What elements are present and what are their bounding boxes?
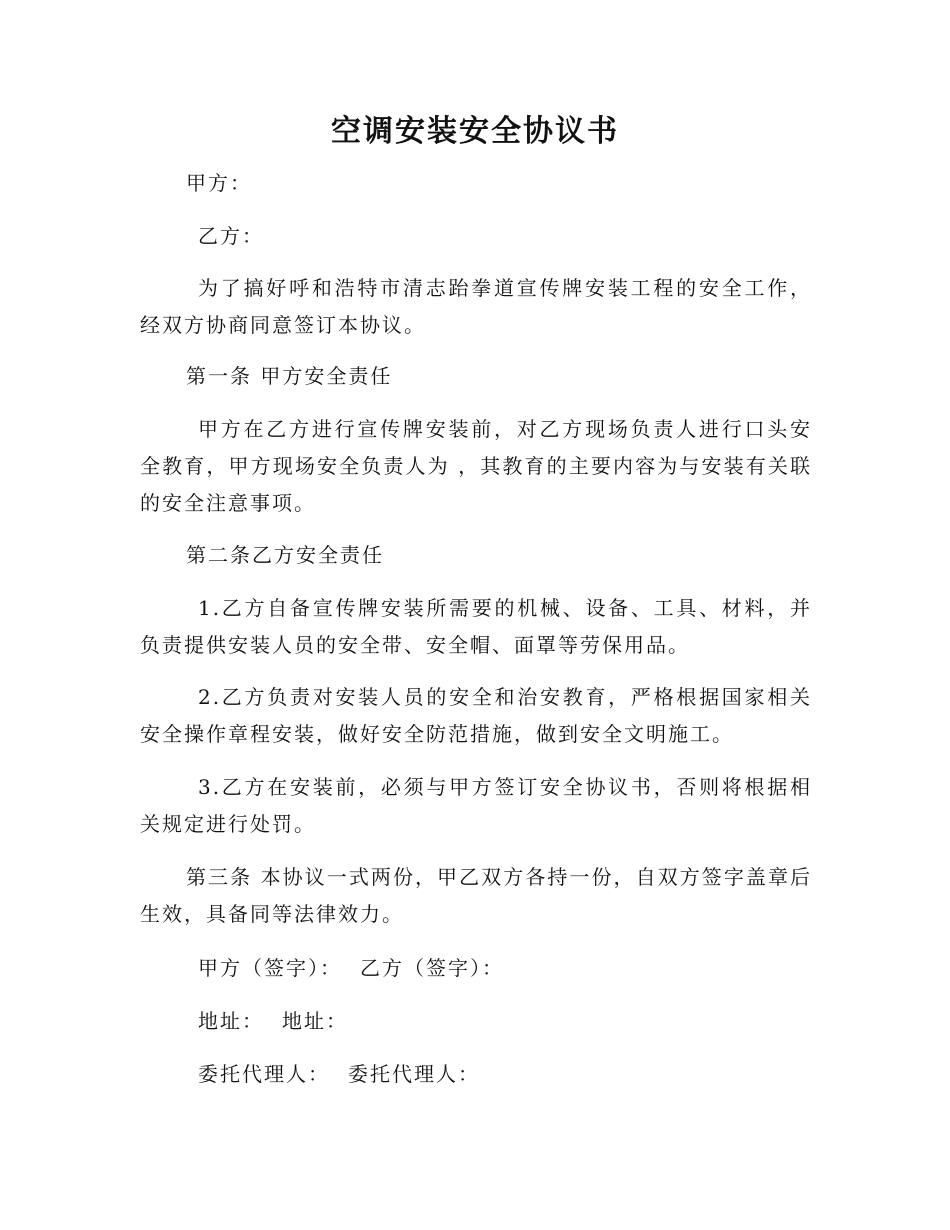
party-a-label: 甲方： <box>186 171 252 195</box>
article2-item-2: 2.乙方负责对安装人员的安全和治安教育，严格根据国家相关安全操作章程安装，做好安全防范措施，做到安全文明施工。 <box>140 685 812 746</box>
address-line <box>198 1003 348 1040</box>
party-b-address-label: 地址： <box>282 1009 348 1033</box>
document-title: 空调安装安全协议书 <box>331 114 619 149</box>
party-a-agent-label: 委托代理人： <box>198 1062 330 1086</box>
party-b-signature-label: 乙方（签字）： <box>360 956 504 980</box>
article2-heading: 第二条乙方安全责任 <box>186 543 384 567</box>
article1-body: 甲方在乙方进行宣传牌安装前，对乙方现场负责人进行口头安全教育，甲方现场安全负责人为 ，其教育的主要内容为与安装有关联的安全注意事项。 <box>140 417 812 515</box>
party-a-address-label: 地址： <box>198 1009 264 1033</box>
party-a-signature-label: 甲方（签字）： <box>198 956 342 980</box>
signature-line <box>198 950 504 987</box>
party-b-agent-label: 委托代理人： <box>348 1062 480 1086</box>
intro-paragraph: 为了搞好呼和浩特市清志跆拳道宣传牌安装工程的安全工作，经双方协商同意签订本协议。 <box>140 276 812 337</box>
article3-paragraph: 第三条 本协议一式两份，甲乙双方各持一份，自双方签字盖章后生效，具备同等法律效力。 <box>140 865 812 926</box>
article2-item-1: 1.乙方自备宣传牌安装所需要的机械、设备、工具、材料，并负责提供安装人员的安全带、安全帽、面罩等劳保用品。 <box>140 596 812 657</box>
agent-line <box>198 1056 480 1093</box>
party-b-label: 乙方： <box>198 224 264 248</box>
article1-heading: 第一条 甲方安全责任 <box>186 364 393 388</box>
article2-item-3: 3.乙方在安装前，必须与甲方签订安全协议书，否则将根据相关规定进行处罚。 <box>140 775 812 836</box>
